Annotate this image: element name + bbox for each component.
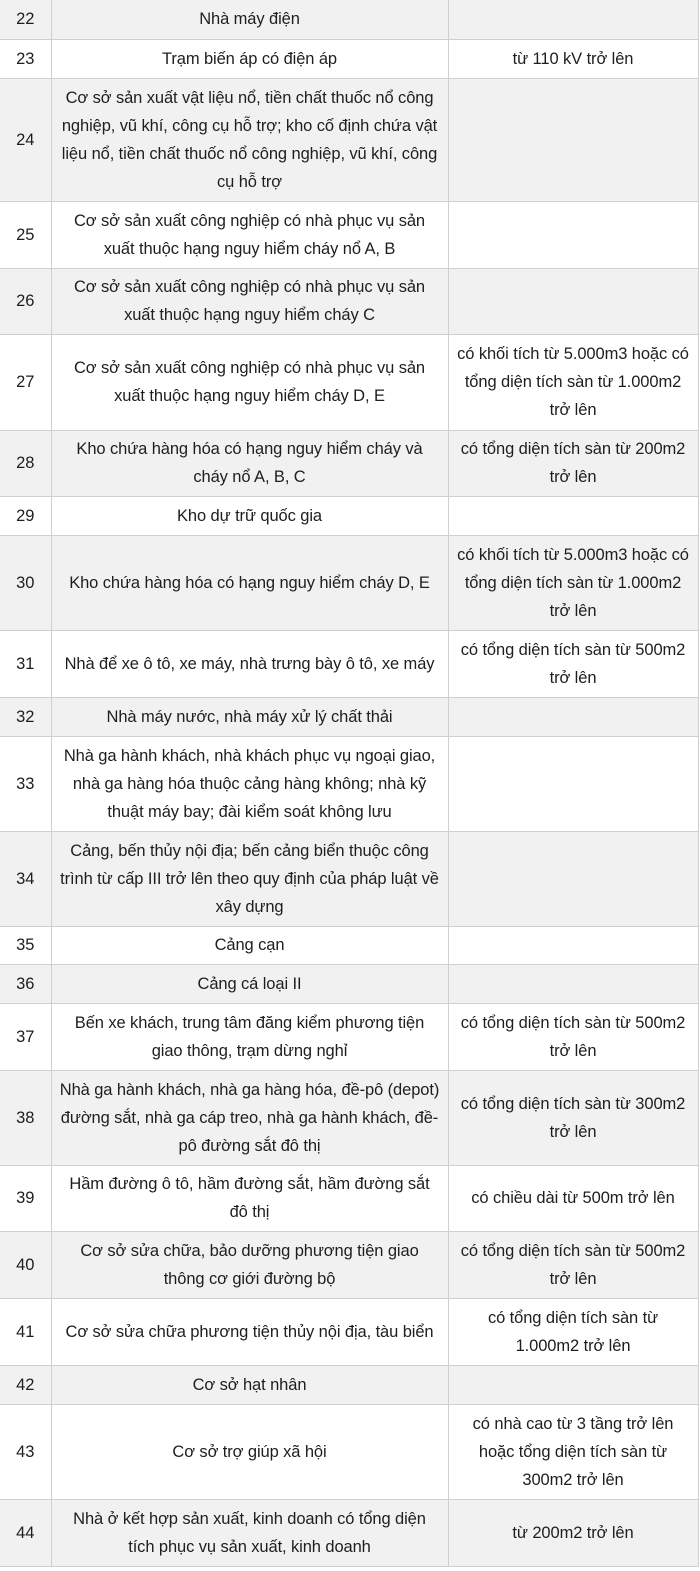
row-number: 26 [0,268,51,334]
facility-condition: có chiều dài từ 500m trở lên [448,1165,698,1231]
facility-name: Nhà ga hành khách, nhà khách phục vụ ngoại giao, nhà ga hàng hóa thuộc cảng hàng không; nhà kỹ thuật máy bay; đài kiểm soát không lưu [51,736,448,831]
facility-condition: có tổng diện tích sàn từ 300m2 trở lên [448,1070,698,1165]
table-row [0,1070,698,1165]
facility-condition: có tổng diện tích sàn từ 500m2 trở lên [448,1003,698,1070]
facility-condition: có tổng diện tích sàn từ 500m2 trở lên [448,1231,698,1298]
table-row [0,201,698,268]
table-row [0,1003,698,1070]
facility-condition [448,697,698,736]
row-number: 33 [0,736,51,831]
facility-condition: từ 110 kV trở lên [448,39,698,78]
facility-condition [448,1365,698,1404]
facility-condition: có khối tích từ 5.000m3 hoặc có tổng diện tích sàn từ 1.000m2 trở lên [448,334,698,430]
facility-name: Cơ sở sửa chữa phương tiện thủy nội địa, tàu biển [51,1298,448,1365]
table-row [0,78,698,201]
table-row [0,0,698,39]
row-number: 25 [0,201,51,268]
facility-name: Trạm biến áp có điện áp [51,39,448,78]
table-row [0,1231,698,1298]
facility-condition: có tổng diện tích sàn từ 1.000m2 trở lên [448,1298,698,1365]
row-number: 22 [0,0,51,39]
row-number: 36 [0,964,51,1003]
facility-condition: từ 200m2 trở lên [448,1499,698,1566]
facility-condition [448,268,698,334]
facility-name: Cảng cạn [51,926,448,964]
facility-name: Nhà máy nước, nhà máy xử lý chất thải [51,697,448,736]
row-number: 40 [0,1231,51,1298]
facility-name: Cơ sở sản xuất vật liệu nổ, tiền chất thuốc nổ công nghiệp, vũ khí, công cụ hỗ trợ; kho cố định chứa vật liệu nổ, tiền chất thuốc nổ công nghiệp, vũ khí, công cụ hỗ trợ [51,78,448,201]
table-row [0,496,698,535]
table-row [0,1499,698,1566]
row-number: 32 [0,697,51,736]
facility-name: Cơ sở sản xuất công nghiệp có nhà phục vụ sản xuất thuộc hạng nguy hiểm cháy D, E [51,334,448,430]
facility-name: Kho dự trữ quốc gia [51,496,448,535]
facility-condition: có tổng diện tích sàn từ 200m2 trở lên [448,430,698,496]
row-number: 31 [0,630,51,697]
facility-condition: có nhà cao từ 3 tầng trở lên hoặc tổng diện tích sàn từ 300m2 trở lên [448,1404,698,1499]
facility-condition [448,78,698,201]
row-number: 29 [0,496,51,535]
table-row [0,736,698,831]
table-row [0,1298,698,1365]
facility-condition [448,736,698,831]
facility-condition [448,926,698,964]
row-number: 38 [0,1070,51,1165]
row-number: 42 [0,1365,51,1404]
row-number: 30 [0,535,51,630]
row-number: 39 [0,1165,51,1231]
facility-name: Kho chứa hàng hóa có hạng nguy hiểm cháy và cháy nổ A, B, C [51,430,448,496]
row-number: 37 [0,1003,51,1070]
facility-name: Nhà máy điện [51,0,448,39]
table-row [0,430,698,496]
table-row [0,1404,698,1499]
table-row [0,964,698,1003]
facility-name: Nhà ga hành khách, nhà ga hàng hóa, đề-pô (depot) đường sắt, nhà ga cáp treo, nhà ga hành khách, đề-pô đường sắt đô thị [51,1070,448,1165]
table-row [0,926,698,964]
facility-condition: có tổng diện tích sàn từ 500m2 trở lên [448,630,698,697]
row-number: 24 [0,78,51,201]
row-number: 35 [0,926,51,964]
row-number: 43 [0,1404,51,1499]
table-row [0,334,698,430]
facility-name: Cơ sở sửa chữa, bảo dưỡng phương tiện giao thông cơ giới đường bộ [51,1231,448,1298]
facility-name: Kho chứa hàng hóa có hạng nguy hiểm cháy D, E [51,535,448,630]
row-number: 44 [0,1499,51,1566]
facility-name: Cơ sở trợ giúp xã hội [51,1404,448,1499]
table-row [0,630,698,697]
row-number: 34 [0,831,51,926]
table-row [0,831,698,926]
row-number: 28 [0,430,51,496]
facility-condition [448,496,698,535]
facility-name: Bến xe khách, trung tâm đăng kiểm phương tiện giao thông, trạm dừng nghỉ [51,1003,448,1070]
facility-name: Cảng, bến thủy nội địa; bến cảng biển thuộc công trình từ cấp III trở lên theo quy định của pháp luật về xây dựng [51,831,448,926]
facility-condition [448,0,698,39]
facility-condition: có khối tích từ 5.000m3 hoặc có tổng diện tích sàn từ 1.000m2 trở lên [448,535,698,630]
row-number: 27 [0,334,51,430]
facility-name: Nhà ở kết hợp sản xuất, kinh doanh có tổng diện tích phục vụ sản xuất, kinh doanh [51,1499,448,1566]
table-row [0,1165,698,1231]
facility-condition [448,201,698,268]
facility-name: Nhà để xe ô tô, xe máy, nhà trưng bày ô tô, xe máy [51,630,448,697]
row-number: 41 [0,1298,51,1365]
facility-name: Cơ sở sản xuất công nghiệp có nhà phục vụ sản xuất thuộc hạng nguy hiểm cháy C [51,268,448,334]
facility-condition [448,964,698,1003]
facility-name: Hầm đường ô tô, hầm đường sắt, hầm đường sắt đô thị [51,1165,448,1231]
table-row [0,1365,698,1404]
row-number: 23 [0,39,51,78]
table-row [0,697,698,736]
table-row [0,268,698,334]
facility-name: Cơ sở sản xuất công nghiệp có nhà phục vụ sản xuất thuộc hạng nguy hiểm cháy nổ A, B [51,201,448,268]
facility-condition [448,831,698,926]
facility-name: Cảng cá loại II [51,964,448,1003]
table-row [0,39,698,78]
facility-name: Cơ sở hạt nhân [51,1365,448,1404]
table-row [0,535,698,630]
